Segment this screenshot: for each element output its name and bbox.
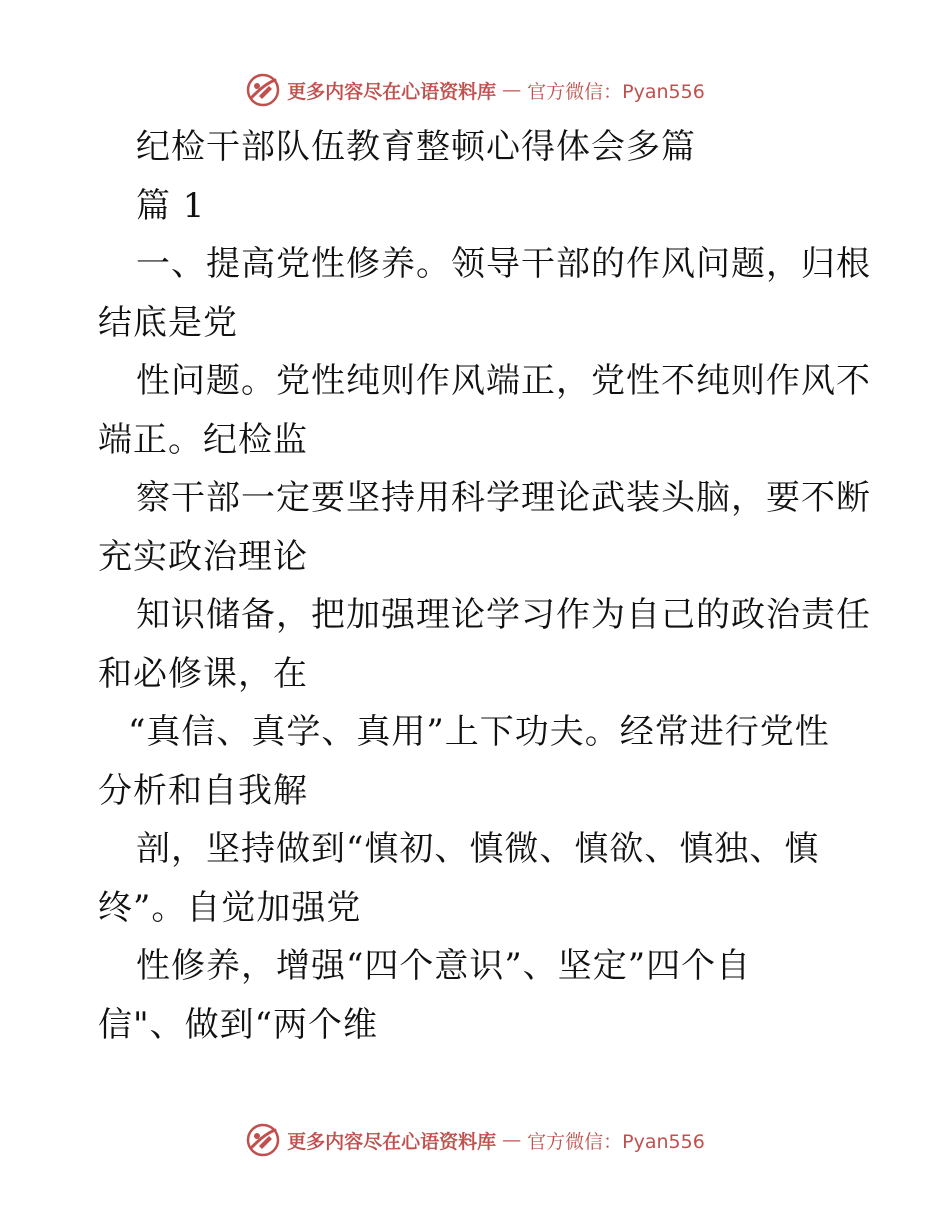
paragraph-line: 端正。纪检监 bbox=[98, 419, 308, 460]
paragraph-line: 和必修课，在 bbox=[98, 653, 308, 694]
paragraph-line: 一、提高党性修养。领导干部的作风问题，归根 bbox=[136, 244, 871, 284]
document-title: 纪检干部队伍教育整顿心得体会多篇 bbox=[136, 127, 696, 167]
paragraph-line: 剖，坚持做到“慎初、慎微、慎欲、慎独、慎 bbox=[136, 829, 820, 869]
paragraph-line: 性修养，增强“四个意识”、坚定”四个自 bbox=[136, 946, 752, 986]
circle-pen-logo-icon bbox=[245, 1122, 281, 1158]
watermark-dash: — bbox=[502, 79, 522, 101]
paragraph-line: 信"、做到“两个维 bbox=[98, 1004, 379, 1045]
paragraph-line: 性问题。党性纯则作风端正，党性不纯则作风不 bbox=[136, 361, 871, 401]
paragraph-line: 终”。自觉加强党 bbox=[98, 887, 362, 928]
section-heading: 篇 1 bbox=[136, 185, 206, 226]
paragraph-line: 知识储备，把加强理论学习作为自己的政治责任 bbox=[136, 595, 871, 635]
watermark-wechat: 官方微信：Pyan556 bbox=[527, 80, 705, 103]
document-body bbox=[98, 118, 871, 1054]
watermark-dash: — bbox=[502, 1129, 522, 1151]
header-watermark bbox=[0, 70, 950, 110]
footer-watermark bbox=[0, 1120, 950, 1160]
paragraph-line: 结底是党 bbox=[98, 302, 238, 343]
circle-pen-logo-icon bbox=[245, 72, 281, 108]
watermark-text: 更多内容尽在心语资料库 bbox=[287, 80, 497, 103]
paragraph-line: 分析和自我解 bbox=[98, 770, 308, 811]
paragraph-line: 充实政治理论 bbox=[98, 536, 308, 577]
paragraph-line: 察干部一定要坚持用科学理论武装头脑，要不断 bbox=[136, 478, 871, 518]
watermark-wechat: 官方微信：Pyan556 bbox=[527, 1130, 705, 1153]
paragraph-line: “真信、真学、真用”上下功夫。经常进行党性 bbox=[128, 712, 830, 752]
watermark-text: 更多内容尽在心语资料库 bbox=[287, 1130, 497, 1153]
